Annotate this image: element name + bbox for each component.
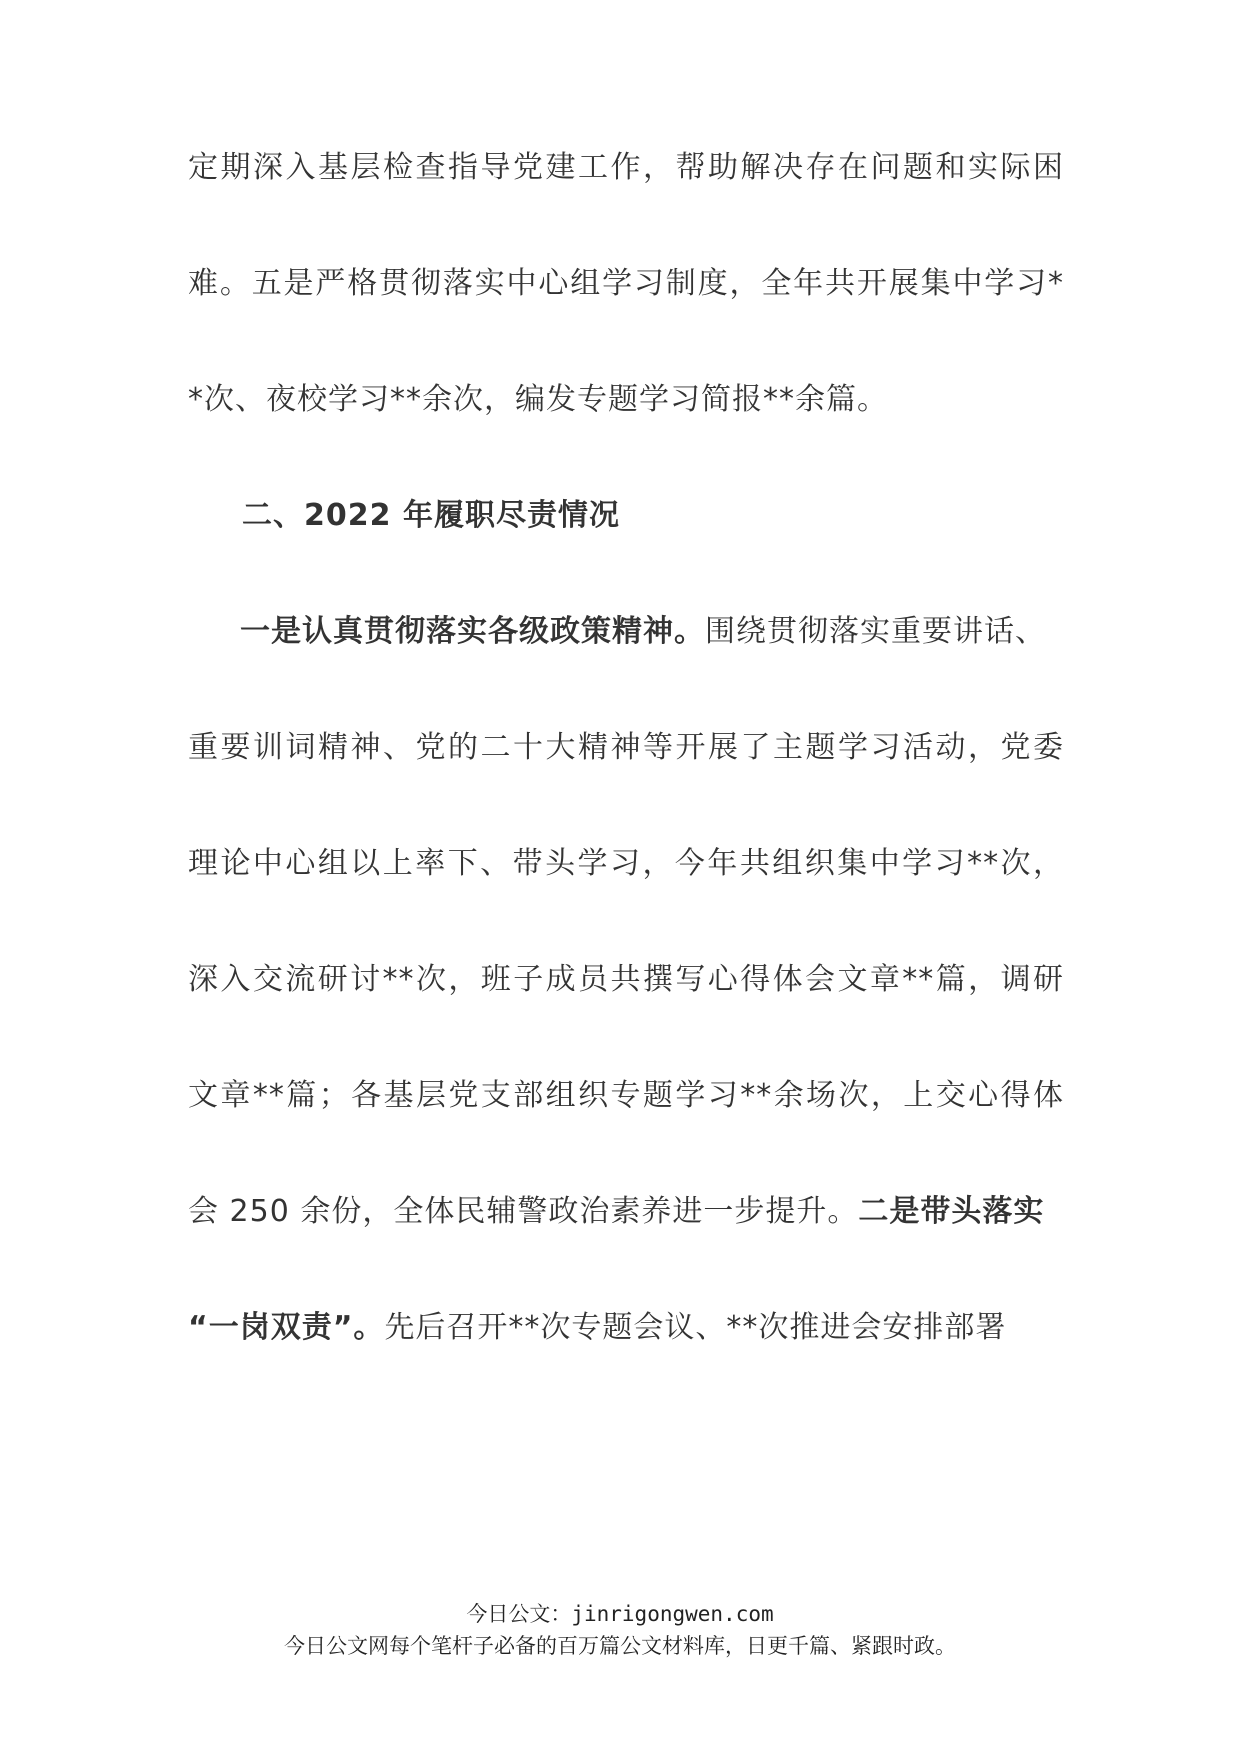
section-heading: 二、2022 年履职尽责情况 — [242, 498, 620, 533]
paragraph-lead-bold: 二是带头落实 — [858, 1194, 1045, 1229]
paragraph-line: *次、夜校学习**余次，编发专题学习简报**余篇。 — [188, 382, 888, 417]
paragraph-lead-text: 围绕贯彻落实重要讲话、 — [705, 614, 1046, 649]
footer-label: 今日公文： — [466, 1602, 572, 1626]
paragraph-line — [240, 612, 1064, 652]
paragraph-line — [188, 1308, 1064, 1348]
footer-source-line — [0, 1598, 1240, 1628]
paragraph-line: 文章**篇；各基层党支部组织专题学习**余场次，上交心得体 — [188, 1078, 1064, 1113]
paragraph-text: 先后召开**次专题会议、**次推进会安排部署 — [384, 1310, 1007, 1345]
paragraph-text: 会 250 余份，全体民辅警政治素养进一步提升。 — [188, 1194, 859, 1229]
paragraph-line: 难。五是严格贯彻落实中心组学习制度，全年共开展集中学习* — [188, 266, 1064, 301]
paragraph-lead-bold: 一是认真贯彻落实各级政策精神。 — [240, 614, 705, 649]
footer-tagline: 今日公文网每个笔杆子必备的百万篇公文材料库，日更千篇、紧跟时政。 — [284, 1634, 956, 1658]
footer-url-link[interactable]: jinrigongwen.com — [571, 1602, 774, 1626]
paragraph-lead-bold: “一岗双责”。 — [188, 1310, 385, 1345]
paragraph-line: 理论中心组以上率下、带头学习，今年共组织集中学习**次， — [188, 846, 1064, 881]
paragraph-line: 深入交流研讨**次，班子成员共撰写心得体会文章**篇，调研 — [188, 962, 1064, 997]
paragraph-line — [188, 1192, 1064, 1232]
paragraph-line: 定期深入基层检查指导党建工作，帮助解决存在问题和实际困 — [188, 150, 1064, 185]
paragraph-line: 重要训词精神、党的二十大精神等开展了主题学习活动，党委 — [188, 730, 1064, 765]
